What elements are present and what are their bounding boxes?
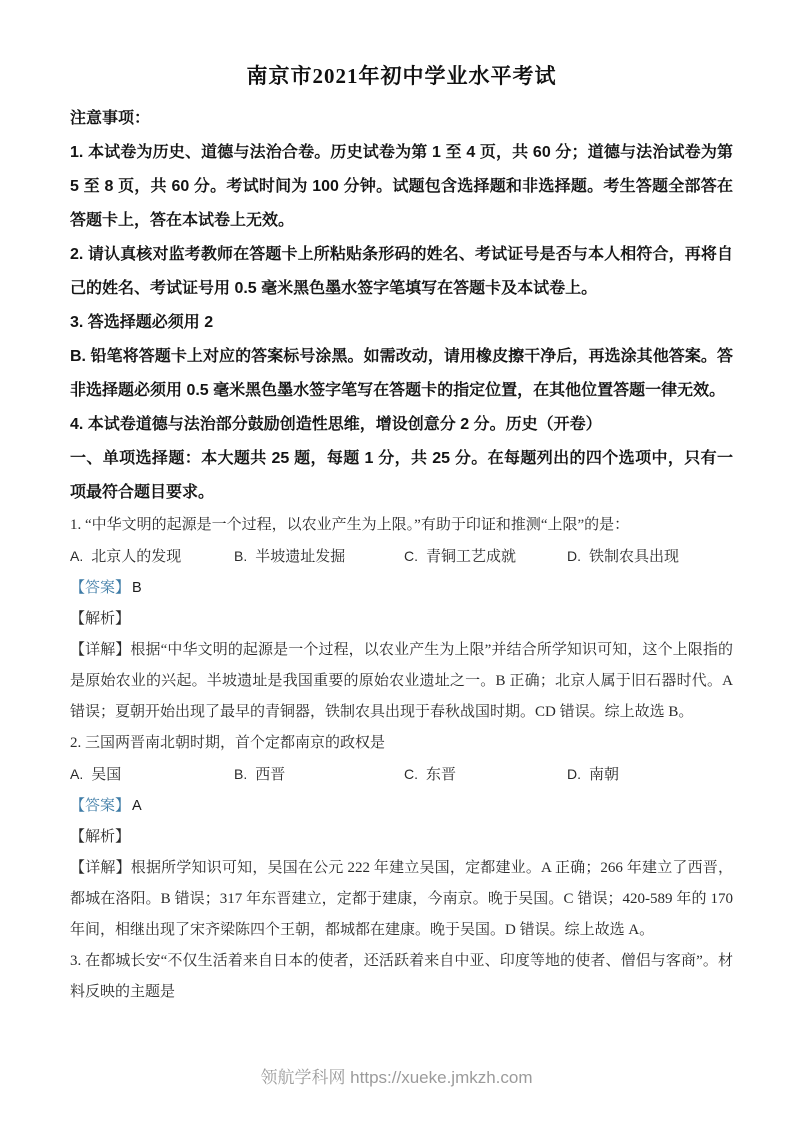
option-d-text: 南朝 xyxy=(589,767,620,783)
option-c-text: 东晋 xyxy=(426,767,457,783)
question-2-analysis-label: 【解析】 xyxy=(70,829,131,845)
notice-item-4: 4. 本试卷道德与法治部分鼓励创造性思维，增设创意分 2 分。历史（开卷） xyxy=(70,416,602,433)
question-2 xyxy=(70,728,733,946)
question-2-detail: 【详解】根据所学知识可知，吴国在公元 222 年建立吴国，定都建业。A 正确；266 年建立了西晋，都城在洛阳。B 错误；317 年东晋建立，定都于建康，今南京。晚于吴国。C 错误；420-589 年的 170 年间，相继出现了宋齐梁陈四个王朝，都城都在建康。晚于吴国。D 错误。综上故选 A。 xyxy=(70,860,733,938)
option-b-key: B. xyxy=(234,548,248,564)
answer-value: A xyxy=(132,798,142,814)
question-1-stem: 1. “中华文明的起源是一个过程，以农业产生为上限。”有助于印证和推测“上限”的是： xyxy=(70,517,630,533)
option-a xyxy=(70,759,234,791)
option-d-key: D. xyxy=(567,548,581,564)
answer-label: 【答案】 xyxy=(70,798,131,814)
option-d-text: 铁制农具出现 xyxy=(589,549,680,565)
question-1 xyxy=(70,510,733,728)
notice-item-1: 1. 本试卷为历史、道德与法治合卷。历史试卷为第 1 至 4 页，共 60 分；道德与法治试卷为第 5 至 8 页，共 60 分。考试时间为 100 分钟。试题包含选择题和非选择题。考生答题全部答在答题卡上，答在本试卷上无效。 xyxy=(70,144,733,229)
option-b xyxy=(234,541,404,573)
section-heading: 一、单项选择题：本大题共 25 题，每题 1 分，共 25 分。在每题列出的四个选项中，只有一项最符合题目要求。 xyxy=(70,450,733,501)
notice-item-3b: B. 铅笔将答题卡上对应的答案标号涂黑。如需改动，请用橡皮擦干净后，再选涂其他答案。答非选择题必须用 0.5 毫米黑色墨水签字笔写在答题卡的指定位置，在其他位置答题一律无效。 xyxy=(70,348,733,399)
option-d xyxy=(567,541,733,573)
option-a-text: 吴国 xyxy=(91,767,122,783)
option-b-key: B. xyxy=(234,766,248,782)
watermark-footer: 领航学科网 https://xueke.jmkzh.com xyxy=(260,1068,533,1087)
option-c-key: C. xyxy=(404,548,418,564)
option-a xyxy=(70,541,234,573)
option-b-text: 西晋 xyxy=(255,767,286,783)
question-2-options xyxy=(70,759,733,791)
option-d xyxy=(567,759,733,791)
question-1-detail: 【详解】根据“中华文明的起源是一个过程，以农业产生为上限”并结合所学知识可知，这个上限指的是原始农业的兴起。半坡遗址是我国重要的原始农业遗址之一。B 正确；北京人属于旧石器时代。A 错误；夏朝开始出现了最早的青铜器，铁制农具出现于春秋战国时期。CD 错误。综上故选 B。 xyxy=(70,642,733,720)
option-c-key: C. xyxy=(404,766,418,782)
question-2-answer-line xyxy=(70,791,733,822)
option-c-text: 青铜工艺成就 xyxy=(426,549,517,565)
question-1-answer-line xyxy=(70,573,733,604)
notice-item-2: 2. 请认真核对监考教师在答题卡上所粘贴条形码的姓名、考试证号是否与本人相符合，再将自己的姓名、考试证号用 0.5 毫米黑色墨水签字笔填写在答题卡及本试卷上。 xyxy=(70,246,733,297)
answer-label: 【答案】 xyxy=(70,580,131,596)
option-b xyxy=(234,759,404,791)
option-d-key: D. xyxy=(567,766,581,782)
question-3-stem: 3. 在都城长安“不仅生活着来自日本的使者，还活跃着来自中亚、印度等地的使者、僧侣与客商”。材料反映的主题是 xyxy=(70,953,733,1000)
option-a-key: A. xyxy=(70,766,84,782)
questions-section xyxy=(70,510,733,1008)
notice-item-3: 3. 答选择题必须用 2 xyxy=(70,314,214,331)
option-c xyxy=(404,541,567,573)
question-1-analysis-label: 【解析】 xyxy=(70,611,131,627)
option-a-text: 北京人的发现 xyxy=(91,549,182,565)
answer-value: B xyxy=(132,580,142,596)
option-b-text: 半坡遗址发掘 xyxy=(255,549,346,565)
document-title: 南京市2021年初中学业水平考试 xyxy=(246,64,557,88)
notice-section xyxy=(70,102,733,510)
option-c xyxy=(404,759,567,791)
notice-heading: 注意事项： xyxy=(70,110,151,127)
question-3 xyxy=(70,946,733,1008)
question-2-stem: 2. 三国两晋南北朝时期，首个定都南京的政权是 xyxy=(70,735,386,751)
question-1-options xyxy=(70,541,733,573)
option-a-key: A. xyxy=(70,548,84,564)
